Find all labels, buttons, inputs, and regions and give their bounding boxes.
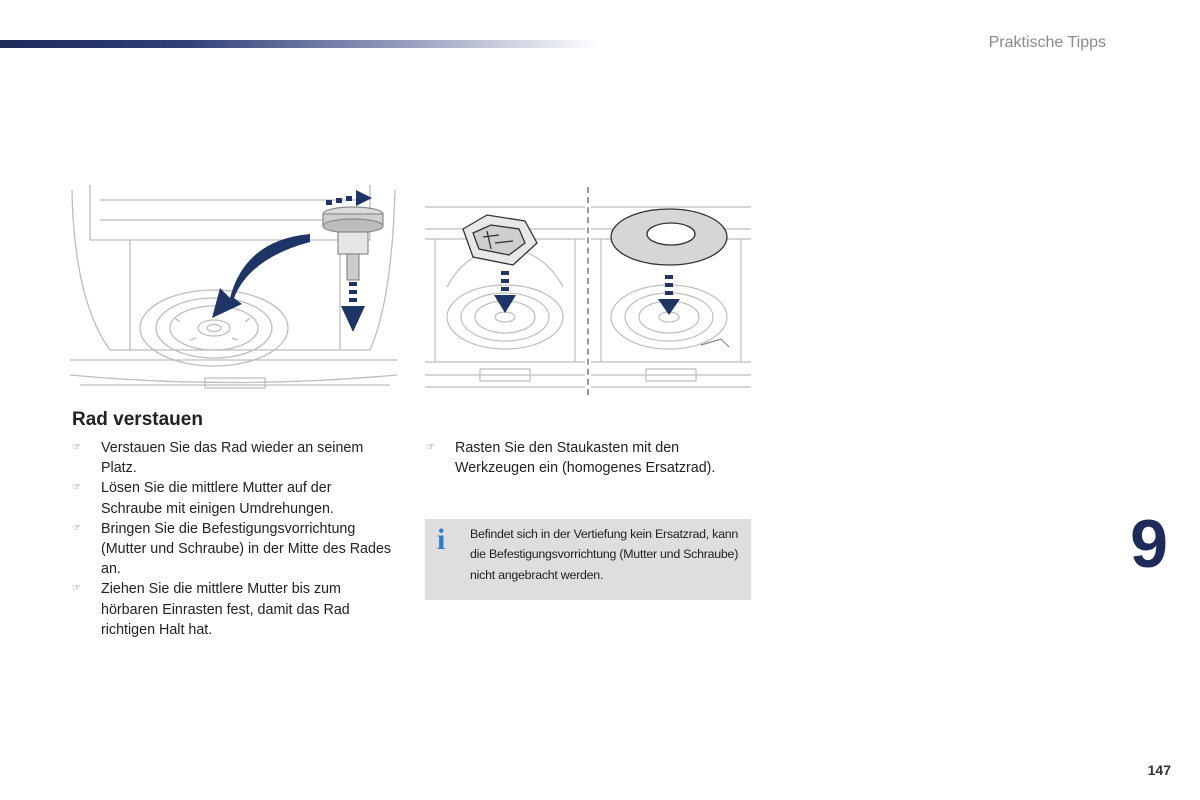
illustration-stow-wheel [70, 180, 397, 400]
step-text: Ziehen Sie die mittlere Mutter bis zum hörbaren Einrasten fest, damit das Rad richtigen Halt hat. [101, 581, 350, 638]
info-text: Befindet sich in der Vertiefung kein Ersatzrad, kann die Befestigungsvorrichtung (Mutter und Schraube) nicht angebracht werden. [470, 527, 739, 582]
step-text: Rasten Sie den Staukasten mit den Werkzeugen ein (homogenes Ersatzrad). [455, 440, 716, 477]
arrow-down-icon [494, 271, 516, 313]
curved-arrow-icon [212, 234, 310, 318]
figure-divider [587, 187, 589, 395]
chapter-title: Praktische Tipps [988, 34, 1106, 51]
chapter-number: 9 [1130, 506, 1168, 582]
step-text: Lösen Sie die mittlere Mutter auf der Schraube mit einigen Umdrehungen. [101, 480, 334, 517]
info-box [425, 519, 751, 600]
pointing-hand-icon: ☞ [72, 522, 81, 534]
header-gradient-bar [0, 40, 600, 48]
pointing-hand-icon: ☞ [72, 482, 81, 494]
arrow-down-icon [658, 275, 680, 315]
step-item [72, 519, 392, 580]
step-text: Verstauen Sie das Rad wieder an seinem Platz. [101, 440, 364, 477]
illustration-floor-cover [591, 187, 751, 395]
page-number: 147 [1147, 762, 1171, 778]
steps-list-left [72, 438, 392, 640]
pointing-hand-icon: ☞ [426, 442, 435, 453]
step-item [72, 438, 392, 478]
section-heading: Rad verstauen [72, 409, 203, 430]
pointing-hand-icon: ☞ [72, 442, 81, 453]
dashed-arrow-right-icon [326, 190, 372, 206]
step-text: Bringen Sie die Befestigungsvorrichtung (Mutter und Schraube) in der Mitte des Rades an. [101, 520, 392, 578]
info-icon: i [437, 523, 446, 556]
step-item [72, 478, 392, 518]
step-item [72, 579, 392, 640]
floor-cover-icon [611, 209, 727, 265]
steps-list-right [426, 438, 746, 478]
tool-box-icon [463, 215, 537, 265]
pointing-hand-icon: ☞ [72, 583, 81, 595]
illustration-storage-box [425, 187, 585, 395]
step-item [426, 438, 746, 478]
dashed-arrow-down-icon [341, 282, 365, 332]
nut-bolt-icon [323, 207, 383, 280]
